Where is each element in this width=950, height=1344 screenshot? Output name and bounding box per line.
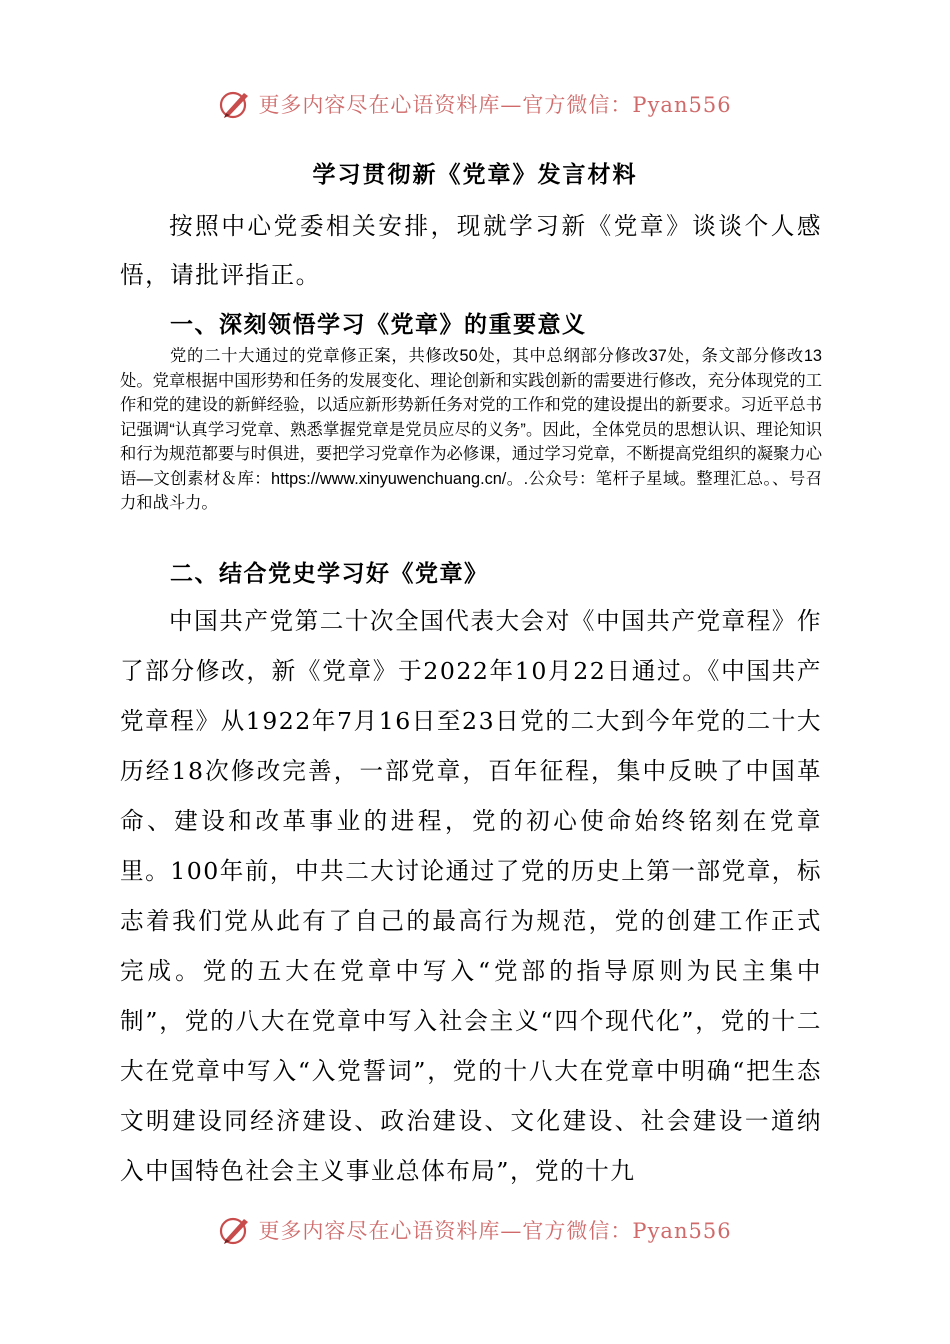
footer-watermark [0,1208,950,1252]
section-1-heading: 一、深刻领悟学习《党章》的重要意义 [170,312,587,338]
header-watermark [0,82,950,126]
watermark-text: 更多内容尽在心语资料库—官方微信：Pyan556 [258,93,732,117]
intro-paragraph: 按照中心党委相关安排，现就学习新《党章》谈谈个人感悟，请批评指正。 [120,212,822,289]
document-title: 学习贯彻新《党章》发言材料 [312,162,638,188]
watermark-text: 更多内容尽在心语资料库—官方微信：Pyan556 [258,1219,732,1243]
section-2-paragraph: 中国共产党第二十次全国代表大会对《中国共产党章程》作了部分修改，新《党章》于2022年10月22日通过。《中国共产党章程》从1922年7月16日至23日党的二大到今年党的二十大历经18次修改完善，一部党章，百年征程，集中反映了中国革命、建设和改革事业的进程，党的初心使命始终铭刻在党章里。100年前，中共二大讨论通过了党的历史上第一部党章，标志着我们党从此有了自己的最高行为规范，党的创建工作正式完成。党的五大在党章中写入“党部的指导原则为民主集中制”，党的八大在党章中写入社会主义“四个现代化”，党的十二大在党章中写入“入党誓词”，党的十八大在党章中明确“把生态文明建设同经济建设、政治建设、文化建设、社会建设一道纳入中国特色社会主义事业总体布局”，党的十九 [120,607,822,1185]
pen-logo-icon [218,87,252,121]
section-2-heading: 二、结合党史学习好《党章》 [170,561,489,587]
section-1-paragraph: 党的二十大通过的党章修正案，共修改50处，其中总纲部分修改37处，条文部分修改13处。党章根据中国形势和任务的发展变化、理论创新和实践创新的需要进行修改，充分体现党的工作和党的建设的新鲜经验，以适应新形势新任务对党的工作和党的建设提出的新要求。习近平总书记强调“认真学习党章、熟悉掌握党章是党员应尽的义务”。因此，全体党员的思想认识、理论知识和行为规范都要与时俱进，要把学习党章作为必修课，通过学习党章，不断提高党组织的凝聚力心语—文创素材＆库：https://www.xinyuwenchuang.cn/。.公众号：笔杆子星域。整理汇总。、号召力和战斗力。 [120,347,822,512]
pen-logo-icon [218,1213,252,1247]
